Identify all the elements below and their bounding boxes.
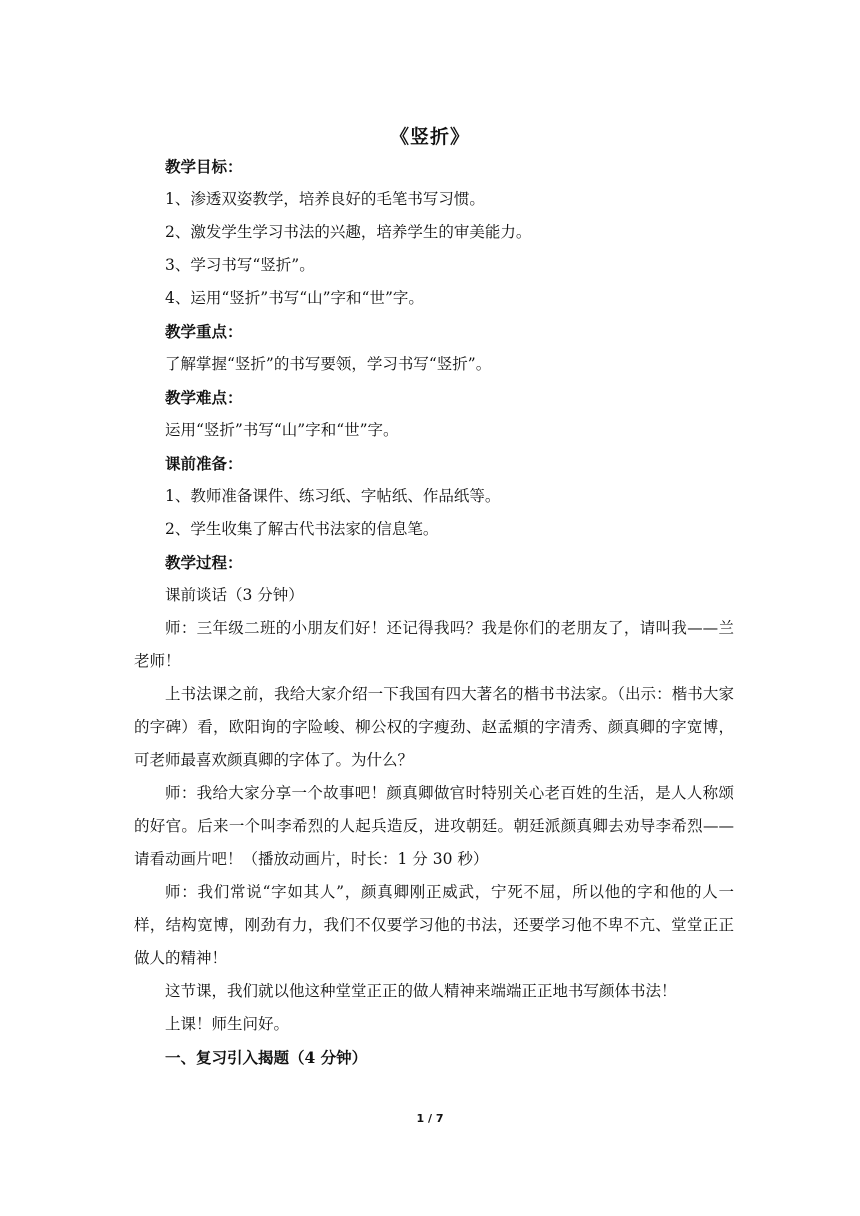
paragraph: 师：我给大家分享一个故事吧！颜真卿做官时特别关心老百姓的生活，是人人称颂的好官。后来一个叫李希烈的人起兵造反，进攻朝廷。朝廷派颜真卿去劝导李希烈——请看动画片吧！（播放动画片，时长：1 分 30 秒） <box>134 784 734 868</box>
goal-item: 4、运用“竖折”书写“山”字和“世”字。 <box>165 289 424 307</box>
key-points-text: 了解掌握“竖折”的书写要领，学习书写“竖折”。 <box>165 355 492 373</box>
paragraph: 师：我们常说“字如其人”，颜真卿刚正威武，宁死不屈，所以他的字和他的人一样，结构宽博，刚劲有力，我们不仅要学习他的书法，还要学习他不卑不亢、堂堂正正做人的精神！ <box>134 883 734 967</box>
preparation-item: 2、学生收集了解古代书法家的信息笔。 <box>165 520 439 538</box>
paragraph: 师：三年级二班的小朋友们好！还记得我吗？我是你们的老朋友了，请叫我——兰老师！ <box>134 619 734 670</box>
goal-item: 1、渗透双姿教学，培养良好的毛笔书写习惯。 <box>165 190 485 208</box>
difficulty-heading: 教学难点： <box>165 388 243 407</box>
paragraph: 这节课，我们就以他这种堂堂正正的做人精神来端端正正地书写颜体书法！ <box>165 982 677 1000</box>
preparation-item: 1、教师准备课件、练习纸、字帖纸、作品纸等。 <box>165 487 501 505</box>
document-body <box>134 150 734 1074</box>
paragraph: 上课！师生问好。 <box>165 1015 290 1033</box>
page-title: 《竖折》 <box>389 126 470 148</box>
goal-item: 2、激发学生学习书法的兴趣，培养学生的审美能力。 <box>165 223 532 241</box>
process-intro: 课前谈话（3 分钟） <box>165 586 304 604</box>
page-number: 1 / 7 <box>416 1112 444 1125</box>
goals-heading: 教学目标： <box>165 157 243 176</box>
goal-item: 3、学习书写“竖折”。 <box>165 256 315 274</box>
paragraph: 上书法课之前，我给大家介绍一下我国有四大著名的楷书书法家。（出示：楷书大家的字碑）看，欧阳询的字险峻、柳公权的字瘦劲、赵孟頫的字清秀、颜真卿的字宽博，可老师最喜欢颜真卿的字体了。为什么？ <box>134 685 734 769</box>
process-heading: 教学过程： <box>165 553 243 572</box>
preparation-heading: 课前准备： <box>165 454 243 473</box>
key-points-heading: 教学重点： <box>165 322 243 341</box>
difficulty-text: 运用“竖折”书写“山”字和“世”字。 <box>165 421 399 439</box>
section-one-heading: 一、复习引入揭题（4 分钟） <box>165 1048 368 1067</box>
